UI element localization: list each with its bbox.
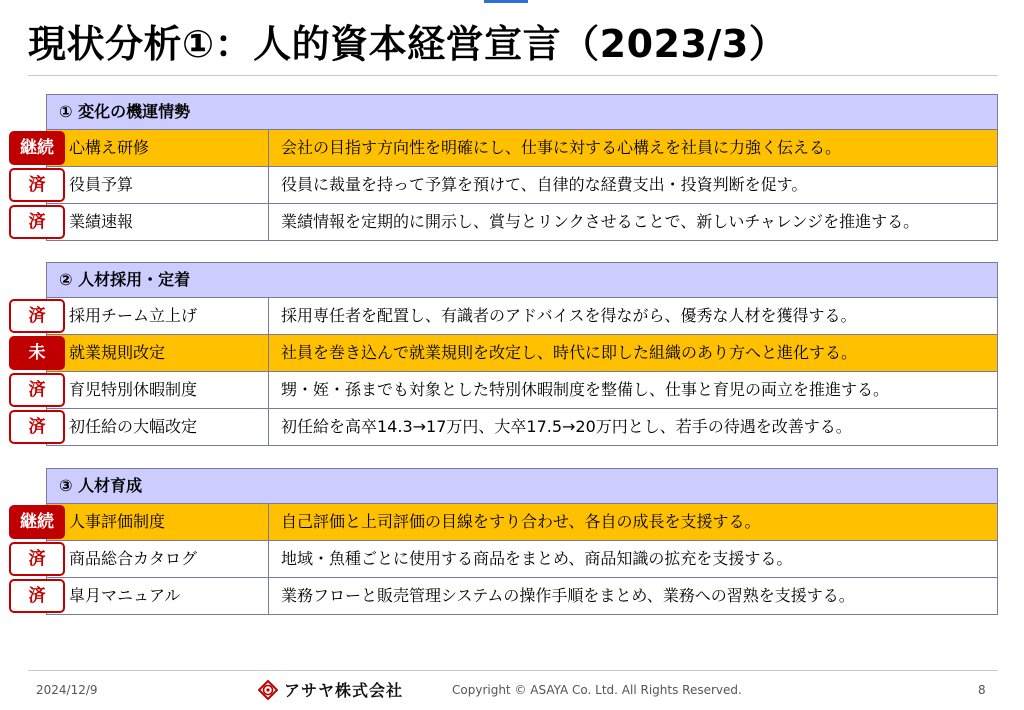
title-divider xyxy=(28,75,998,76)
section-change-momentum xyxy=(20,94,998,241)
status-badge: 済 xyxy=(9,542,65,576)
row-description: 甥・姪・孫までも対象とした特別休暇制度を整備し、仕事と育児の両立を推進する。 xyxy=(281,380,890,399)
table-row xyxy=(28,298,998,335)
section-header: ② 人材採用・定着 xyxy=(46,262,998,298)
status-badge: 継続 xyxy=(9,505,65,539)
status-badge: 未 xyxy=(9,336,65,370)
status-badge: 済 xyxy=(9,168,65,202)
section-recruitment-retention xyxy=(28,262,998,446)
table-row xyxy=(28,541,998,578)
row-name: 人事評価制度 xyxy=(47,504,269,540)
page-title: 現状分析①：人的資本経営宣言（2023/3） xyxy=(28,22,788,66)
row-description: 役員に裁量を持って予算を預けて、自律的な経費支出・投資判断を促す。 xyxy=(281,175,808,194)
row-name: 商品総合カタログ xyxy=(47,541,269,577)
table-row xyxy=(28,335,998,372)
row-name: 初任給の大幅改定 xyxy=(47,409,269,445)
row-description: 会社の目指す方向性を明確にし、仕事に対する心構えを社員に力強く伝える。 xyxy=(281,138,842,157)
section-talent-development xyxy=(20,468,998,615)
asaya-logo-icon xyxy=(258,680,278,700)
footer-date: 2024/12/9 xyxy=(36,683,98,697)
row-name: 業績速報 xyxy=(47,204,269,240)
status-badge: 済 xyxy=(9,205,65,239)
row-description: 採用専任者を配置し、有識者のアドバイスを得ながら、優秀な人材を獲得する。 xyxy=(281,306,857,325)
footer-copyright: Copyright © ASAYA Co. Ltd. All Rights Reserved. xyxy=(452,683,742,697)
row-name: 育児特別休暇制度 xyxy=(47,372,269,408)
section-header: ① 変化の機運情勢 xyxy=(46,94,998,130)
footer-divider xyxy=(28,670,998,671)
table-row xyxy=(20,130,998,167)
status-badge: 済 xyxy=(9,579,65,613)
company-logo xyxy=(258,678,403,701)
row-name: 心構え研修 xyxy=(47,130,269,166)
row-description: 社員を巻き込んで就業規則を改定し、時代に即した組織のあり方へと進化する。 xyxy=(281,343,858,362)
page-number: 8 xyxy=(978,683,986,697)
table-row xyxy=(28,204,998,241)
top-accent-bar xyxy=(484,0,528,3)
row-description: 自己評価と上司評価の目線をすり合わせ、各自の成長を支援する。 xyxy=(281,512,761,531)
section-header: ③ 人材育成 xyxy=(46,468,998,504)
row-description: 地域・魚種ごとに使用する商品をまとめ、商品知識の拡充を支援する。 xyxy=(281,549,793,568)
row-name: 採用チーム立上げ xyxy=(47,298,269,334)
table-row xyxy=(20,504,998,541)
row-description: 業績情報を定期的に開示し、賞与とリンクさせることで、新しいチャレンジを推進する。 xyxy=(281,212,920,231)
row-name: 役員予算 xyxy=(47,167,269,203)
table-row xyxy=(28,578,998,615)
company-name: アサヤ株式会社 xyxy=(284,681,404,700)
row-name: 皐月マニュアル xyxy=(47,578,269,614)
row-name: 就業規則改定 xyxy=(47,335,269,371)
status-badge: 済 xyxy=(9,373,65,407)
status-badge: 済 xyxy=(9,410,65,444)
status-badge: 済 xyxy=(9,299,65,333)
row-description: 業務フローと販売管理システムの操作手順をまとめ、業務への習熟を支援する。 xyxy=(281,586,855,605)
table-row xyxy=(28,409,998,446)
table-row xyxy=(28,167,998,204)
table-row xyxy=(28,372,998,409)
status-badge: 継続 xyxy=(9,131,65,165)
row-description: 初任給を高卒14.3→17万円、大卒17.5→20万円とし、若手の待遇を改善する。 xyxy=(281,417,852,436)
